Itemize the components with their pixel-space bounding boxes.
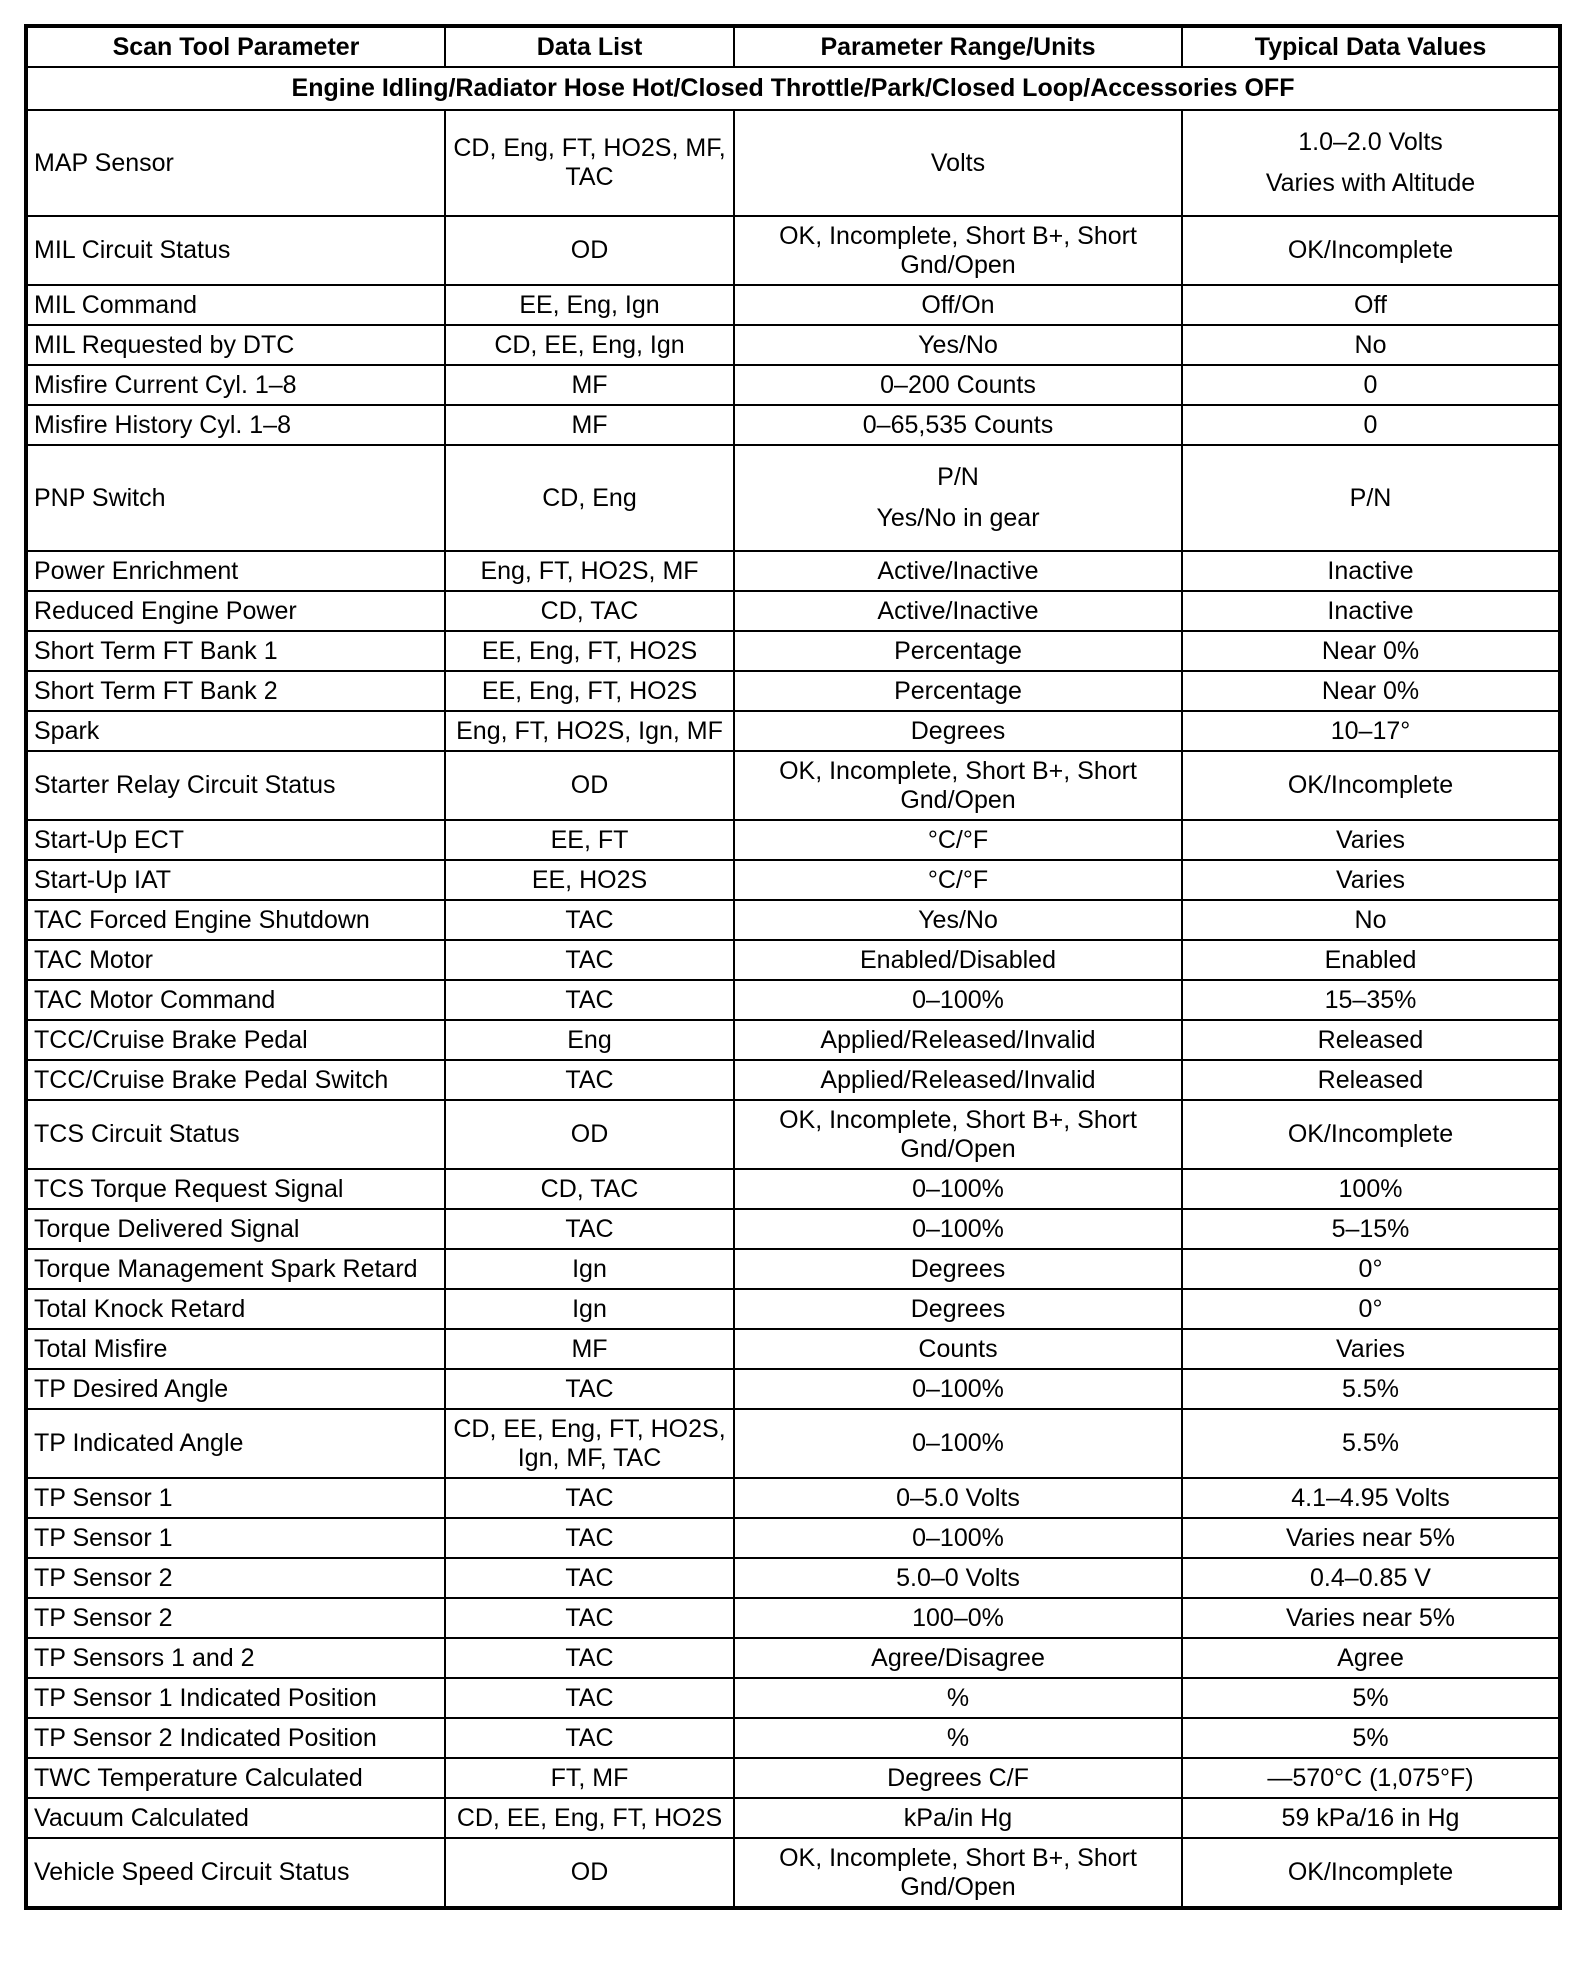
table-row <box>26 365 1560 405</box>
table-row <box>26 1758 1560 1798</box>
scan-tool-parameter-cell: Torque Delivered Signal <box>26 1209 445 1249</box>
scan-tool-data-sheet <box>24 24 1558 1910</box>
data-list-cell: Ign <box>445 1249 734 1289</box>
data-list-cell: TAC <box>445 1209 734 1249</box>
scan-tool-parameter-cell: Start-Up IAT <box>26 860 445 900</box>
table-row <box>26 1329 1560 1369</box>
typical-primary: 1.0–2.0 Volts <box>1298 128 1443 156</box>
typical-value-cell: 0° <box>1182 1289 1560 1329</box>
table-row <box>26 1838 1560 1908</box>
typical-value-cell: No <box>1182 325 1560 365</box>
scan-tool-parameter-cell: Spark <box>26 711 445 751</box>
header-data-list: Data List <box>445 26 734 67</box>
scan-tool-parameter-cell: PNP Switch <box>26 445 445 551</box>
parameter-range-cell: Percentage <box>734 631 1182 671</box>
table-row <box>26 860 1560 900</box>
data-list-cell: EE, HO2S <box>445 860 734 900</box>
table-row <box>26 1289 1560 1329</box>
range-secondary: Yes/No in gear <box>876 504 1040 532</box>
data-list-cell: TAC <box>445 980 734 1020</box>
operating-condition: Engine Idling/Radiator Hose Hot/Closed Throttle/Park/Closed Loop/Accessories OFF <box>26 67 1560 110</box>
data-list-cell: TAC <box>445 1478 734 1518</box>
parameter-range-cell: Degrees <box>734 1249 1182 1289</box>
typical-value-cell: 5.5% <box>1182 1369 1560 1409</box>
parameter-range-cell: Degrees <box>734 1289 1182 1329</box>
parameter-range-cell: Enabled/Disabled <box>734 940 1182 980</box>
data-list-cell: CD, TAC <box>445 1169 734 1209</box>
data-list-cell: TAC <box>445 940 734 980</box>
parameter-range-cell: Yes/No <box>734 900 1182 940</box>
scan-tool-parameter-cell: Start-Up ECT <box>26 820 445 860</box>
typical-secondary: Varies with Altitude <box>1265 169 1476 197</box>
scan-tool-parameter-cell: Reduced Engine Power <box>26 591 445 631</box>
line-gap <box>741 492 1175 504</box>
table-row <box>26 1369 1560 1409</box>
header-typical-data-values: Typical Data Values <box>1182 26 1560 67</box>
typical-value-cell: Released <box>1182 1060 1560 1100</box>
scan-tool-parameter-cell: TAC Motor <box>26 940 445 980</box>
data-list-cell: MF <box>445 405 734 445</box>
data-list-cell: CD, Eng <box>445 445 734 551</box>
typical-value-cell: 0 <box>1182 365 1560 405</box>
typical-value-cell: Near 0% <box>1182 631 1560 671</box>
data-list-cell: TAC <box>445 1060 734 1100</box>
data-list-cell: TAC <box>445 1638 734 1678</box>
typical-value-cell: Varies <box>1182 820 1560 860</box>
parameter-range-cell: Degrees <box>734 711 1182 751</box>
table-row <box>26 1060 1560 1100</box>
scan-tool-parameter-cell: TCS Circuit Status <box>26 1100 445 1169</box>
table-row <box>26 1100 1560 1169</box>
table-row <box>26 551 1560 591</box>
data-list-cell: Eng, FT, HO2S, MF <box>445 551 734 591</box>
typical-value-cell: Varies <box>1182 1329 1560 1369</box>
data-list-cell: CD, EE, Eng, Ign <box>445 325 734 365</box>
scan-tool-parameter-cell: TP Desired Angle <box>26 1369 445 1409</box>
typical-value-cell: 15–35% <box>1182 980 1560 1020</box>
scan-tool-parameter-cell: TP Sensor 1 <box>26 1478 445 1518</box>
data-list-cell: OD <box>445 216 734 285</box>
table-row <box>26 325 1560 365</box>
scan-tool-parameter-cell: TP Sensor 2 <box>26 1558 445 1598</box>
scan-tool-parameter-cell: TWC Temperature Calculated <box>26 1758 445 1798</box>
scan-tool-parameter-cell: Short Term FT Bank 2 <box>26 671 445 711</box>
typical-value-cell: 5% <box>1182 1678 1560 1718</box>
data-list-cell: EE, Eng, FT, HO2S <box>445 671 734 711</box>
scan-tool-parameter-cell: TCC/Cruise Brake Pedal <box>26 1020 445 1060</box>
parameter-range-cell: Agree/Disagree <box>734 1638 1182 1678</box>
parameter-range-cell: Counts <box>734 1329 1182 1369</box>
table-row <box>26 405 1560 445</box>
line-gap <box>1189 157 1552 169</box>
table-row <box>26 671 1560 711</box>
typical-value-cell: No <box>1182 900 1560 940</box>
data-list-cell: CD, TAC <box>445 591 734 631</box>
scan-tool-parameter-cell: Misfire Current Cyl. 1–8 <box>26 365 445 405</box>
typical-value-cell: 5–15% <box>1182 1209 1560 1249</box>
table-row <box>26 1798 1560 1838</box>
parameter-range-cell: OK, Incomplete, Short B+, Short Gnd/Open <box>734 1100 1182 1169</box>
range-primary: P/N <box>937 463 979 491</box>
parameter-range-cell: 0–100% <box>734 1409 1182 1478</box>
data-list-cell: EE, Eng, Ign <box>445 285 734 325</box>
data-list-cell: EE, FT <box>445 820 734 860</box>
typical-value-cell: 10–17° <box>1182 711 1560 751</box>
data-list-cell: MF <box>445 1329 734 1369</box>
parameter-range-cell: Percentage <box>734 671 1182 711</box>
typical-value-cell: OK/Incomplete <box>1182 751 1560 820</box>
parameter-range-cell: 0–100% <box>734 1209 1182 1249</box>
scan-tool-parameter-cell: TP Sensors 1 and 2 <box>26 1638 445 1678</box>
parameter-range-cell: OK, Incomplete, Short B+, Short Gnd/Open <box>734 216 1182 285</box>
data-list-cell: TAC <box>445 1678 734 1718</box>
typical-value-cell: P/N <box>1182 445 1560 551</box>
typical-value-cell: Varies near 5% <box>1182 1598 1560 1638</box>
table-row <box>26 1558 1560 1598</box>
table-row <box>26 285 1560 325</box>
data-list-cell: TAC <box>445 900 734 940</box>
parameter-range-cell: Applied/Released/Invalid <box>734 1020 1182 1060</box>
table-row <box>26 1169 1560 1209</box>
scan-tool-parameter-cell: MIL Requested by DTC <box>26 325 445 365</box>
scan-tool-parameter-cell: Short Term FT Bank 1 <box>26 631 445 671</box>
typical-value-cell: OK/Incomplete <box>1182 216 1560 285</box>
parameter-range-cell: OK, Incomplete, Short B+, Short Gnd/Open <box>734 751 1182 820</box>
parameter-range-cell: OK, Incomplete, Short B+, Short Gnd/Open <box>734 1838 1182 1908</box>
scan-tool-parameter-cell: Vacuum Calculated <box>26 1798 445 1838</box>
parameter-range-cell: Yes/No <box>734 325 1182 365</box>
parameter-range-cell: Off/On <box>734 285 1182 325</box>
scan-tool-parameter-cell: TP Sensor 2 Indicated Position <box>26 1718 445 1758</box>
typical-value-cell: 0° <box>1182 1249 1560 1289</box>
scan-tool-parameter-cell: TP Sensor 2 <box>26 1598 445 1638</box>
scan-tool-parameter-cell: Starter Relay Circuit Status <box>26 751 445 820</box>
parameter-range-cell: Applied/Released/Invalid <box>734 1060 1182 1100</box>
data-list-cell: EE, Eng, FT, HO2S <box>445 631 734 671</box>
data-list-cell: MF <box>445 365 734 405</box>
parameter-range-cell: Active/Inactive <box>734 551 1182 591</box>
data-list-cell: CD, EE, Eng, FT, HO2S <box>445 1798 734 1838</box>
typical-value-cell: OK/Incomplete <box>1182 1100 1560 1169</box>
table-row <box>26 1678 1560 1718</box>
parameter-range-cell: Active/Inactive <box>734 591 1182 631</box>
table-row <box>26 980 1560 1020</box>
data-list-cell: TAC <box>445 1518 734 1558</box>
scan-tool-parameter-cell: TP Sensor 1 Indicated Position <box>26 1678 445 1718</box>
parameter-range-cell: 0–200 Counts <box>734 365 1182 405</box>
parameter-range-cell: Degrees C/F <box>734 1758 1182 1798</box>
table-row <box>26 751 1560 820</box>
scan-tool-parameter-cell: Total Knock Retard <box>26 1289 445 1329</box>
typical-value-cell: 5% <box>1182 1718 1560 1758</box>
scan-tool-parameter-cell: TAC Motor Command <box>26 980 445 1020</box>
data-list-cell: OD <box>445 1838 734 1908</box>
typical-value-cell: 0 <box>1182 405 1560 445</box>
typical-value-cell: OK/Incomplete <box>1182 1838 1560 1908</box>
scan-tool-parameter-cell: TCS Torque Request Signal <box>26 1169 445 1209</box>
typical-value-cell: Inactive <box>1182 551 1560 591</box>
parameter-range-cell: 100–0% <box>734 1598 1182 1638</box>
table-row <box>26 445 1560 551</box>
data-list-cell: FT, MF <box>445 1758 734 1798</box>
condition-row <box>26 67 1560 110</box>
typical-value-cell: 0.4–0.85 V <box>1182 1558 1560 1598</box>
scan-tool-parameter-cell: TCC/Cruise Brake Pedal Switch <box>26 1060 445 1100</box>
scan-tool-parameter-cell: TP Sensor 1 <box>26 1518 445 1558</box>
parameter-range-cell: 5.0–0 Volts <box>734 1558 1182 1598</box>
scan-tool-parameter-cell: MAP Sensor <box>26 110 445 216</box>
scan-tool-parameter-cell: Torque Management Spark Retard <box>26 1249 445 1289</box>
header-scan-tool-parameter: Scan Tool Parameter <box>26 26 445 67</box>
parameter-range-cell: 0–100% <box>734 1518 1182 1558</box>
table-row <box>26 1718 1560 1758</box>
typical-value-cell: Released <box>1182 1020 1560 1060</box>
scan-tool-parameter-cell: Power Enrichment <box>26 551 445 591</box>
scan-tool-parameter-cell: Vehicle Speed Circuit Status <box>26 1838 445 1908</box>
header-parameter-range-units: Parameter Range/Units <box>734 26 1182 67</box>
typical-value-cell: Inactive <box>1182 591 1560 631</box>
parameter-range-cell: Volts <box>734 110 1182 216</box>
data-list-cell: CD, EE, Eng, FT, HO2S, Ign, MF, TAC <box>445 1409 734 1478</box>
table-row <box>26 711 1560 751</box>
parameter-range-cell: 0–100% <box>734 1169 1182 1209</box>
scan-tool-data-table <box>24 24 1562 1910</box>
data-list-cell: Eng, FT, HO2S, Ign, MF <box>445 711 734 751</box>
scan-tool-parameter-cell: TAC Forced Engine Shutdown <box>26 900 445 940</box>
scan-tool-parameter-cell: Misfire History Cyl. 1–8 <box>26 405 445 445</box>
parameter-range-cell: °C/°F <box>734 860 1182 900</box>
typical-value-cell: Varies near 5% <box>1182 1518 1560 1558</box>
table-row <box>26 1638 1560 1678</box>
data-list-cell: TAC <box>445 1718 734 1758</box>
typical-value-cell: Varies <box>1182 860 1560 900</box>
parameter-range-cell: 0–5.0 Volts <box>734 1478 1182 1518</box>
table-row <box>26 1518 1560 1558</box>
data-list-cell: CD, Eng, FT, HO2S, MF, TAC <box>445 110 734 216</box>
data-list-cell: Ign <box>445 1289 734 1329</box>
typical-value-cell: 59 kPa/16 in Hg <box>1182 1798 1560 1838</box>
scan-tool-parameter-cell: TP Indicated Angle <box>26 1409 445 1478</box>
typical-value-cell: 100% <box>1182 1169 1560 1209</box>
scan-tool-parameter-cell: MIL Command <box>26 285 445 325</box>
table-row <box>26 900 1560 940</box>
typical-value-cell: 4.1–4.95 Volts <box>1182 1478 1560 1518</box>
typical-value-cell: Off <box>1182 285 1560 325</box>
table-row <box>26 940 1560 980</box>
parameter-range-cell <box>734 445 1182 551</box>
header-row <box>26 26 1560 67</box>
table-row <box>26 1020 1560 1060</box>
table-row <box>26 1209 1560 1249</box>
table-row <box>26 820 1560 860</box>
data-list-cell: Eng <box>445 1020 734 1060</box>
typical-value-cell: —570°C (1,075°F) <box>1182 1758 1560 1798</box>
parameter-range-cell: 0–100% <box>734 980 1182 1020</box>
parameter-range-cell: % <box>734 1678 1182 1718</box>
typical-value-cell: Enabled <box>1182 940 1560 980</box>
data-list-cell: OD <box>445 751 734 820</box>
table-row <box>26 1409 1560 1478</box>
table-row <box>26 1249 1560 1289</box>
table-row <box>26 591 1560 631</box>
scan-tool-parameter-cell: MIL Circuit Status <box>26 216 445 285</box>
table-row <box>26 1598 1560 1638</box>
table-row <box>26 631 1560 671</box>
data-list-cell: TAC <box>445 1598 734 1638</box>
parameter-range-cell: 0–100% <box>734 1369 1182 1409</box>
typical-value-cell: Agree <box>1182 1638 1560 1678</box>
data-list-cell: OD <box>445 1100 734 1169</box>
parameter-range-cell: °C/°F <box>734 820 1182 860</box>
table-row <box>26 1478 1560 1518</box>
data-list-cell: TAC <box>445 1558 734 1598</box>
typical-value-cell <box>1182 110 1560 216</box>
table-body <box>26 67 1560 1908</box>
typical-value-cell: Near 0% <box>1182 671 1560 711</box>
parameter-range-cell: % <box>734 1718 1182 1758</box>
table-row <box>26 110 1560 216</box>
parameter-range-cell: kPa/in Hg <box>734 1798 1182 1838</box>
data-list-cell: TAC <box>445 1369 734 1409</box>
parameter-range-cell: 0–65,535 Counts <box>734 405 1182 445</box>
typical-value-cell: 5.5% <box>1182 1409 1560 1478</box>
scan-tool-parameter-cell: Total Misfire <box>26 1329 445 1369</box>
table-row <box>26 216 1560 285</box>
